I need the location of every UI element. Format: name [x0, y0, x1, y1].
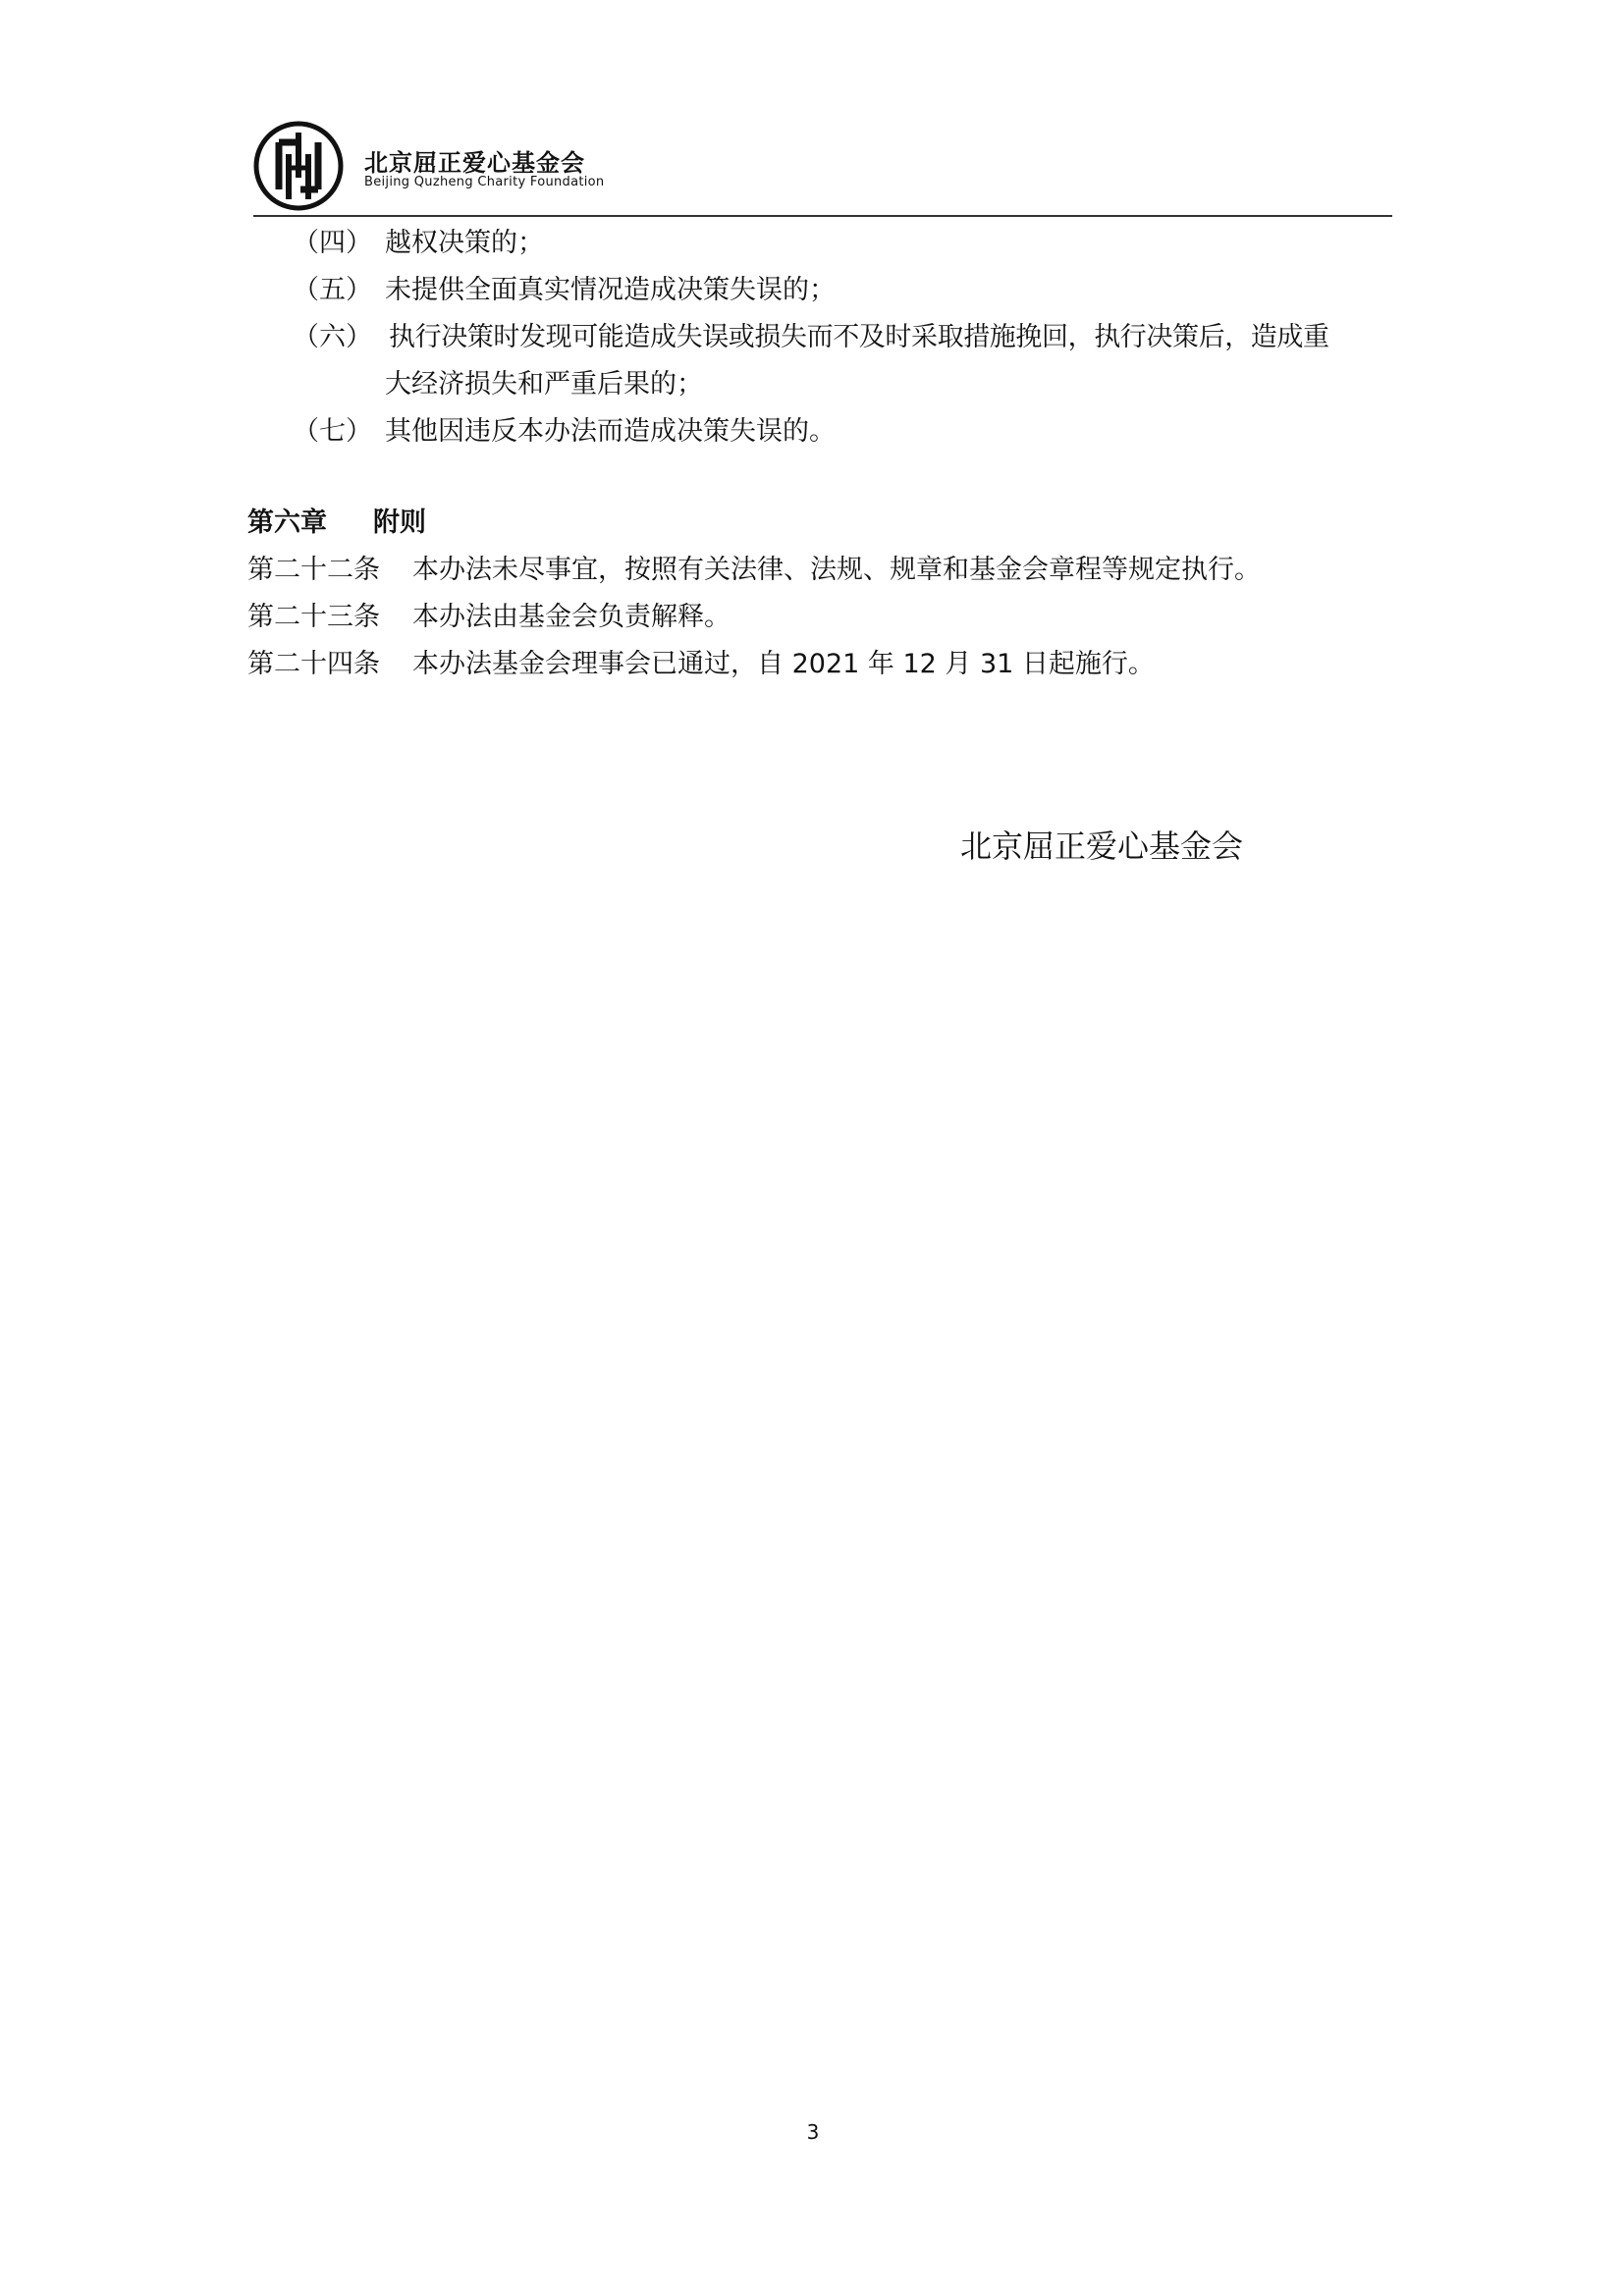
article-text: 本办法未尽事宜，按照有关法律、法规、规章和基金会章程等规定执行。	[412, 555, 1261, 585]
item-text-continued: 大经济损失和严重后果的；	[385, 369, 703, 400]
page-number: 3	[806, 2120, 820, 2144]
item-number: （四）	[293, 228, 372, 258]
signature: 北京屈正爱心基金会	[960, 828, 1244, 865]
letterhead	[253, 116, 1392, 214]
header-divider	[253, 215, 1392, 217]
item-text: 其他因违反本办法而造成决策失误的。	[385, 416, 836, 447]
article-text: 本办法基金会理事会已通过，自 2021 年 12 月 31 日起施行。	[412, 649, 1155, 679]
item-text: 越权决策的；	[385, 228, 544, 258]
item-number: （六）	[293, 322, 372, 352]
article-text: 本办法由基金会负责解释。	[412, 602, 731, 632]
org-name-cn: 北京屈正爱心基金会	[364, 149, 585, 177]
article-label: 第二十三条	[247, 602, 380, 632]
item-number: （五）	[293, 275, 372, 305]
article-label: 第二十二条	[247, 555, 380, 585]
item-number: （七）	[293, 416, 372, 447]
chapter-title: 附则	[373, 507, 426, 538]
item-text: 执行决策时发现可能造成失误或损失而不及时采取措施挽回，执行决策后，造成重	[389, 322, 1329, 352]
org-name-en: Beijing Quzheng Charity Foundation	[364, 175, 605, 189]
chapter-label: 第六章	[247, 507, 327, 538]
article-label: 第二十四条	[247, 649, 380, 679]
item-text: 未提供全面真实情况造成决策失误的；	[385, 275, 836, 305]
foundation-logo-icon	[253, 121, 344, 211]
